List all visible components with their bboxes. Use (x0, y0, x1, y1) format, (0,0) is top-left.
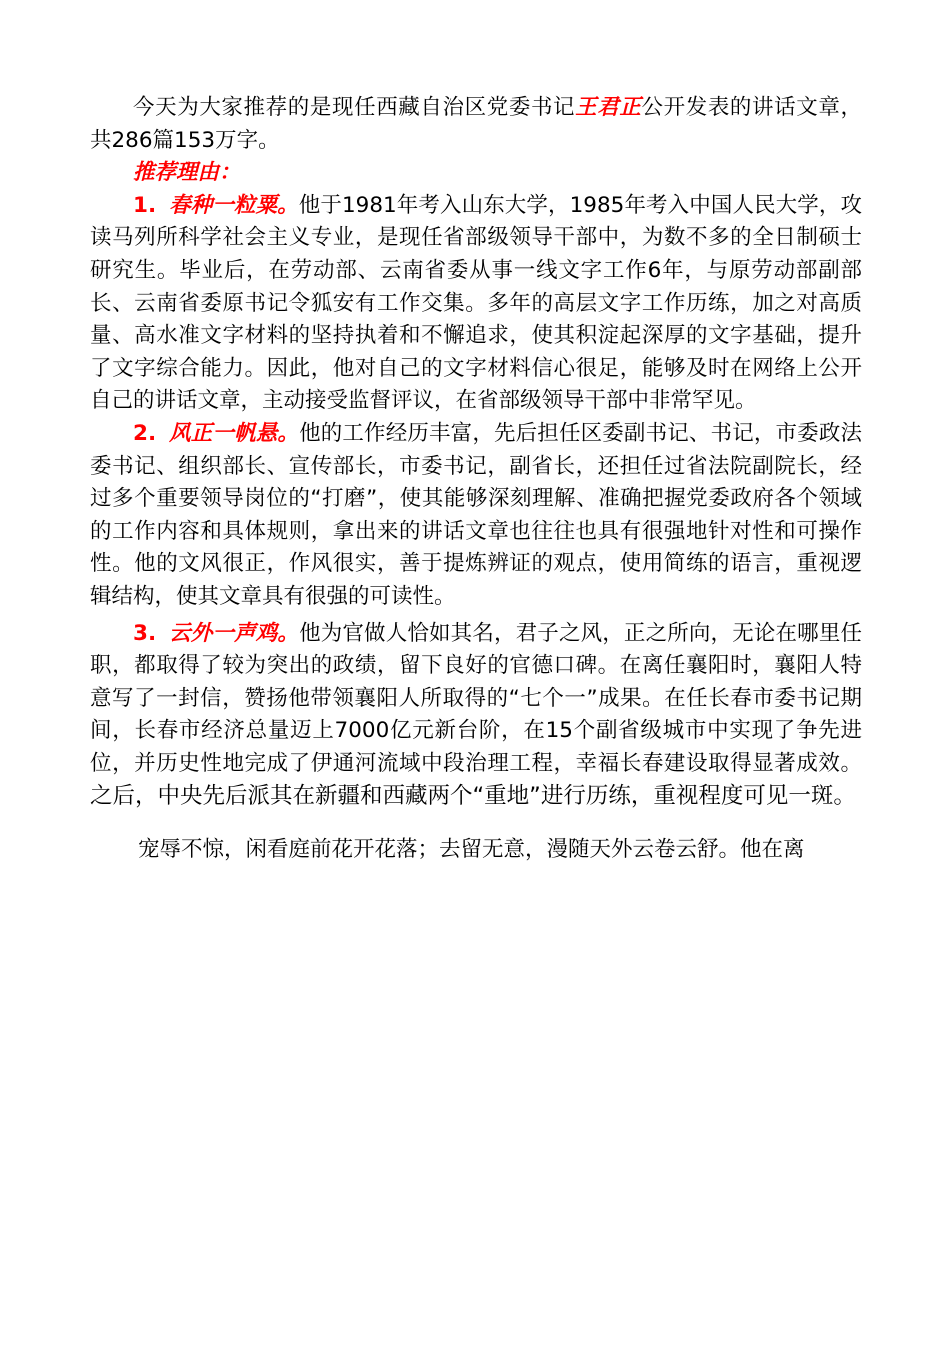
reasons-heading-text: 推荐理由： (133, 160, 241, 186)
reason-number: 1. (133, 192, 157, 218)
closing-paragraph (90, 834, 862, 867)
reason-paragraph-2 (90, 418, 862, 614)
reason-title: 风正一帆悬。 (169, 420, 300, 446)
reasons-heading (90, 157, 862, 190)
reason-number: 3. (133, 620, 157, 646)
reason-paragraph-3 (90, 618, 862, 815)
reason-number: 2. (133, 420, 157, 446)
closing-text: 宠辱不惊，闲看庭前花开花落；去留无意，漫随天外云卷云舒。他在离 (138, 837, 805, 863)
intro-after-name: 公开发表的讲话文章，共286篇153万字。 (90, 95, 862, 153)
reason-title: 云外一声鸡。 (169, 620, 300, 646)
reason-paragraph-1 (90, 190, 862, 418)
reason-title: 春种一粒粟。 (169, 192, 299, 218)
official-name: 王君正 (575, 95, 642, 120)
reason-text: 他为官做人恰如其名，君子之风，正之所向，无论在哪里任职，都取得了较为突出的政绩，留下良好的官德口碑。在离任襄阳时，襄阳人特意写了一封信，赞扬他带领襄阳人所取得的“七个一”成果。在任长春市委书记期间，长春市经济总量迈上7000亿元新台阶，在15个副省级城市中实现了争先进位，并历史性地完成了伊通河流域中段治理工程，幸福长春建设取得显著成效。 (90, 620, 862, 776)
reason-text: 他的工作经历丰富，先后担任区委副书记、书记，市委政法委书记、组织部长、宣传部长，市委书记，副省长，还担任过省法院副院长，经过多个重要领导岗位的“打磨”，使其能够深刻理解、准确把握党委政府各个领域的工作内容和具体规则，拿出来的讲话文章也往往也具有很强地针对性和可操作性。他的文风很正，作风很实，善于提炼辨证的观点，使用简练的语言，重视逻辑结构，使其文章具有很强的可读性。 (90, 420, 862, 609)
intro-before-name: 今天为大家推荐的是现任西藏自治区党委书记 (133, 95, 576, 120)
reason-text: 他于1981年考入山东大学，1985年考入中国人民大学，攻读马列所科学社会主义专业，是现任省部级领导干部中，为数不多的全日制硕士研究生。毕业后，在劳动部、云南省委从事一线文字工作6年，与原劳动部副部长、云南省委原书记令狐安有工作交集。多年的高层文字工作历练，加之对高质量、高水准文字材料的坚持执着和不懈追求，使其积淀起深厚的文字基础，提升了文字综合能力。因此，他对自己的文字材料信心很足，能够及时在网络上公开自己的讲话文章，主动接受监督评议，在省部级领导干部中非常罕见。 (90, 192, 862, 414)
reason-text-tail: 之后，中央先后派其在新疆和西藏两个“重地”进行历练，重视程度可见一斑。 (90, 783, 856, 810)
intro-paragraph (90, 92, 862, 157)
document-page (90, 92, 862, 867)
